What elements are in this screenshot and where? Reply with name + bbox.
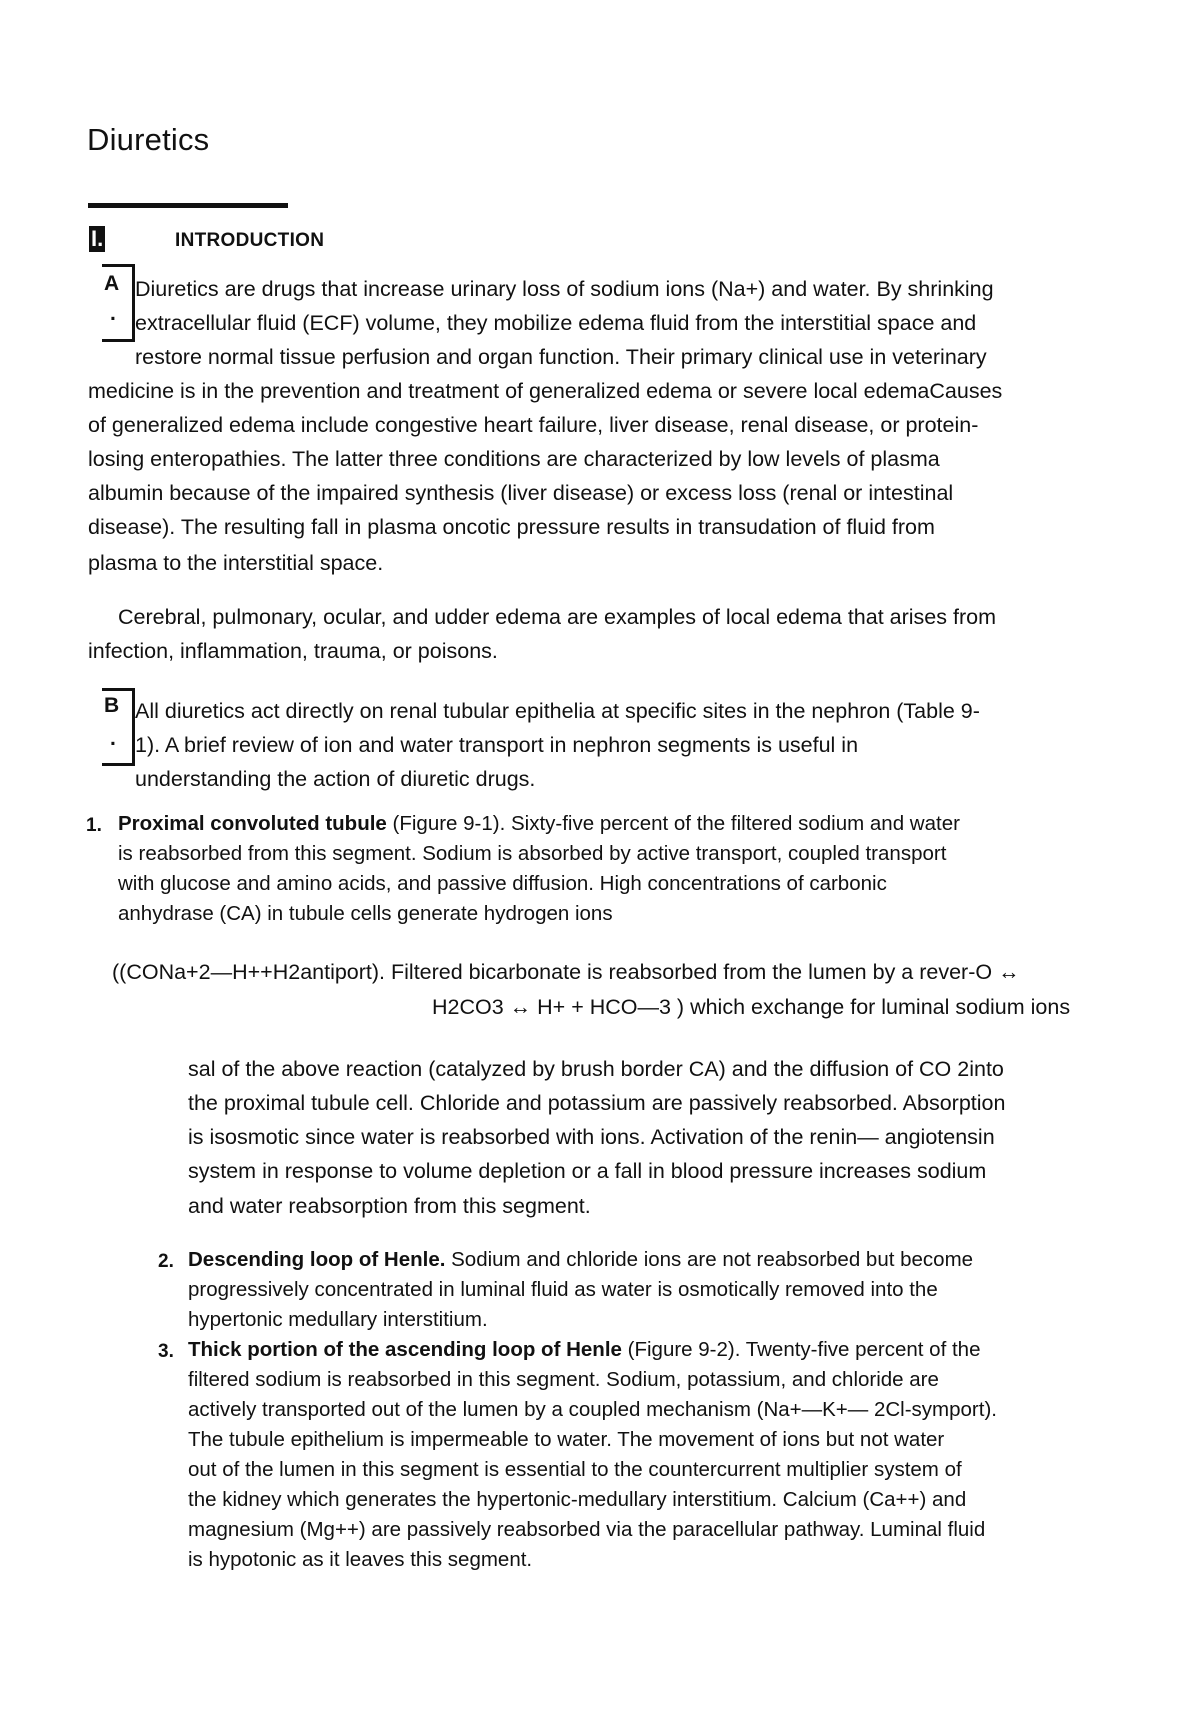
- item-1-cont-line: is isosmotic since water is reabsorbed with ions. Activation of the renin— angiotensin: [188, 1125, 995, 1149]
- para-a-line: restore normal tissue perfusion and organ function. Their primary clinical use in veterinary: [135, 345, 987, 369]
- item-1-first-rest: (Figure 9-1). Sixty-five percent of the filtered sodium and water: [386, 812, 960, 835]
- item-3-line: The tubule epithelium is impermeable to water. The movement of ions but not water: [188, 1428, 945, 1451]
- para-local-line: Cerebral, pulmonary, ocular, and udder edema are examples of local edema that arises from: [118, 605, 996, 629]
- item-3-first-line: [188, 1335, 980, 1365]
- para-b-line: understanding the action of diuretic drugs.: [135, 767, 536, 791]
- item-1-heading: Proximal convoluted tubule: [118, 812, 387, 835]
- section-rule: [88, 203, 288, 208]
- item-3-line: is hypotonic as it leaves this segment.: [188, 1548, 533, 1571]
- item-1-formula-line: ((CONa+2—H++H2antiport). Filtered bicarbonate is reabsorbed from the lumen by a rever-O ↔: [112, 960, 1020, 984]
- para-a-line: albumin because of the impaired synthesis (liver disease) or excess loss (renal or intestinal: [88, 481, 954, 505]
- item-2-first-rest: Sodium and chloride ions are not reabsorbed but become: [445, 1248, 974, 1271]
- item-3-heading: Thick portion of the ascending loop of Henle: [188, 1338, 622, 1361]
- item-1-line: with glucose and amino acids, and passive diffusion. High concentrations of carbonic: [118, 872, 887, 895]
- subsection-b-dot: .: [110, 727, 116, 750]
- page-title: Diuretics: [87, 122, 210, 157]
- para-a-line: disease). The resulting fall in plasma oncotic pressure results in transudation of fluid from: [88, 515, 935, 539]
- item-1-first-line: [118, 809, 960, 839]
- subsection-a-dot: .: [110, 302, 116, 325]
- subsection-a-letter: A: [104, 272, 120, 295]
- item-3-line: actively transported out of the lumen by a coupled mechanism (Na+—K+— 2Cl-symport).: [188, 1398, 997, 1421]
- item-3-number: 3.: [158, 1341, 174, 1362]
- para-b-line: 1). A brief review of ion and water transport in nephron segments is useful in: [135, 733, 859, 757]
- item-3-first-rest: (Figure 9-2). Twenty-five percent of the: [621, 1338, 981, 1361]
- item-3-line: magnesium (Mg++) are passively reabsorbed via the paracellular pathway. Luminal fluid: [188, 1518, 986, 1541]
- subsection-b-bracket: [102, 688, 135, 766]
- item-1-number: 1.: [86, 815, 102, 836]
- item-2-number: 2.: [158, 1251, 174, 1272]
- para-a-line: plasma to the interstitial space.: [88, 551, 384, 575]
- item-2-line: hypertonic medullary interstitium.: [188, 1308, 488, 1331]
- section-heading: INTRODUCTION: [175, 230, 325, 251]
- para-a-line: of generalized edema include congestive heart failure, liver disease, renal disease, or protein-: [88, 413, 979, 437]
- item-1-line: is reabsorbed from this segment. Sodium is absorbed by active transport, coupled transport: [118, 842, 947, 865]
- item-1-cont-line: the proximal tubule cell. Chloride and potassium are passively reabsorbed. Absorption: [188, 1091, 1006, 1115]
- subsection-a-bracket: [102, 264, 135, 342]
- para-b-line: All diuretics act directly on renal tubular epithelia at specific sites in the nephron (Table 9-: [135, 699, 980, 723]
- item-1-line: anhydrase (CA) in tubule cells generate hydrogen ions: [118, 902, 613, 925]
- para-a-line: medicine is in the prevention and treatment of generalized edema or severe local edemaCauses: [88, 379, 1003, 403]
- para-a-line: extracellular fluid (ECF) volume, they mobilize edema fluid from the interstitial space and: [135, 311, 977, 335]
- para-a-line: losing enteropathies. The latter three conditions are characterized by low levels of plasma: [88, 447, 940, 471]
- item-3-line: the kidney which generates the hypertonic-medullary interstitium. Calcium (Ca++) and: [188, 1488, 967, 1511]
- para-local-line: infection, inflammation, trauma, or poisons.: [88, 639, 498, 663]
- item-1-cont-line: system in response to volume depletion or a fall in blood pressure increases sodium: [188, 1159, 987, 1183]
- item-2-heading: Descending loop of Henle.: [188, 1248, 446, 1271]
- item-1-cont-line: and water reabsorption from this segment.: [188, 1194, 591, 1218]
- item-3-line: out of the lumen in this segment is essential to the countercurrent multiplier system of: [188, 1458, 962, 1481]
- section-numeral: I.: [91, 226, 104, 251]
- item-2-line: progressively concentrated in luminal fluid as water is osmotically removed into the: [188, 1278, 938, 1301]
- item-3-line: filtered sodium is reabsorbed in this segment. Sodium, potassium, and chloride are: [188, 1368, 939, 1391]
- item-2-first-line: [188, 1245, 973, 1275]
- item-1-cont-line: sal of the above reaction (catalyzed by brush border CA) and the diffusion of CO 2into: [188, 1057, 1004, 1081]
- subsection-b-letter: B: [104, 694, 120, 717]
- para-a-line: Diuretics are drugs that increase urinary loss of sodium ions (Na+) and water. By shrinking: [135, 277, 994, 301]
- item-1-formula-line: H2CO3 ↔ H+ + HCO—3 ) which exchange for luminal sodium ions: [432, 995, 1071, 1019]
